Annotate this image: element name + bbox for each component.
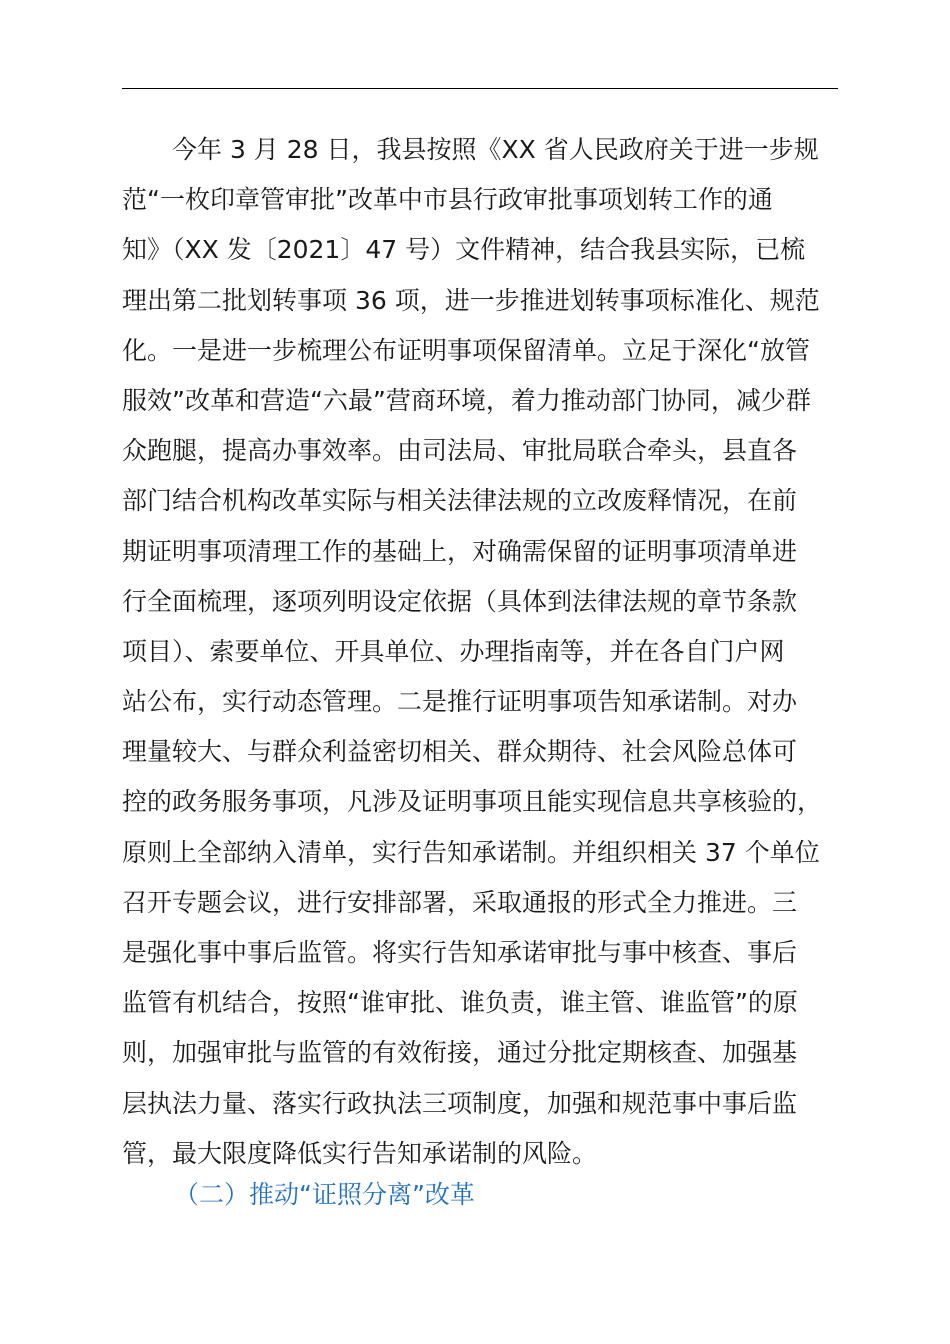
paragraph-line: 站公布，实行动态管理。二是推行证明事项告知承诺制。对办: [122, 687, 798, 717]
paragraph-line: 理出第二批划转事项 36 项，进一步推进划转事项标准化、规范: [122, 285, 820, 315]
paragraph-line: 今年 3 月 28 日，我县按照《XX 省人民政府关于进一步规: [172, 135, 819, 164]
header-rule: [122, 88, 838, 89]
paragraph-line: 项目）、索要单位、开具单位、办理指南等，并在各自门户网: [122, 636, 785, 666]
paragraph-line: 理量较大、与群众利益密切相关、群众期待、社会风险总体可: [122, 737, 798, 767]
paragraph-line: 是强化事中事后监管。将实行告知承诺审批与事中核查、事后: [122, 938, 798, 967]
section-heading: （二）推动“证照分离”改革: [174, 1180, 475, 1209]
paragraph-line: 管，最大限度降低实行告知承诺制的风险。: [122, 1138, 598, 1168]
paragraph-line: 则，加强审批与监管的有效衔接，通过分批定期核查、加强基: [122, 1038, 798, 1068]
paragraph-line: 知》（XX 发〔2021〕47 号）文件精神，结合我县实际，已梳: [122, 235, 806, 265]
paragraph-line: 化。一是进一步梳理公布证明事项保留清单。立足于深化“放管: [122, 335, 810, 365]
paragraph-line: 范“一枚印章管审批”改革中市县行政审批事项划转工作的通: [122, 185, 773, 215]
paragraph-line: 期证明事项清理工作的基础上，对确需保留的证明事项清单进: [122, 536, 798, 566]
paragraph-line: 众跑腿，提高办事效率。由司法局、审批局联合牵头，县直各: [122, 436, 798, 466]
paragraph-line: 服效”改革和营造“六最”营商环境，着力推动部门协同，减少群: [122, 385, 811, 415]
paragraph-line: 行全面梳理，逐项列明设定依据（具体到法律法规的章节条款: [122, 586, 798, 616]
paragraph-line: 控的政务服务事项，凡涉及证明事项且能实现信息共享核验的，: [122, 787, 823, 817]
paragraph-line: 召开专题会议，进行安排部署，采取通报的形式全力推进。三: [122, 887, 798, 917]
body-paragraph: [122, 125, 838, 1179]
paragraph-line: 部门结合机构改革实际与相关法律法规的立改废释情况，在前: [122, 486, 798, 516]
paragraph-line: 监管有机结合，按照“谁审批、谁负责，谁主管、谁监管”的原: [122, 988, 798, 1018]
paragraph-line: 层执法力量、落实行政执法三项制度，加强和规范事中事后监: [122, 1088, 798, 1118]
paragraph-line: 原则上全部纳入清单，实行告知承诺制。并组织相关 37 个单位: [122, 837, 820, 867]
